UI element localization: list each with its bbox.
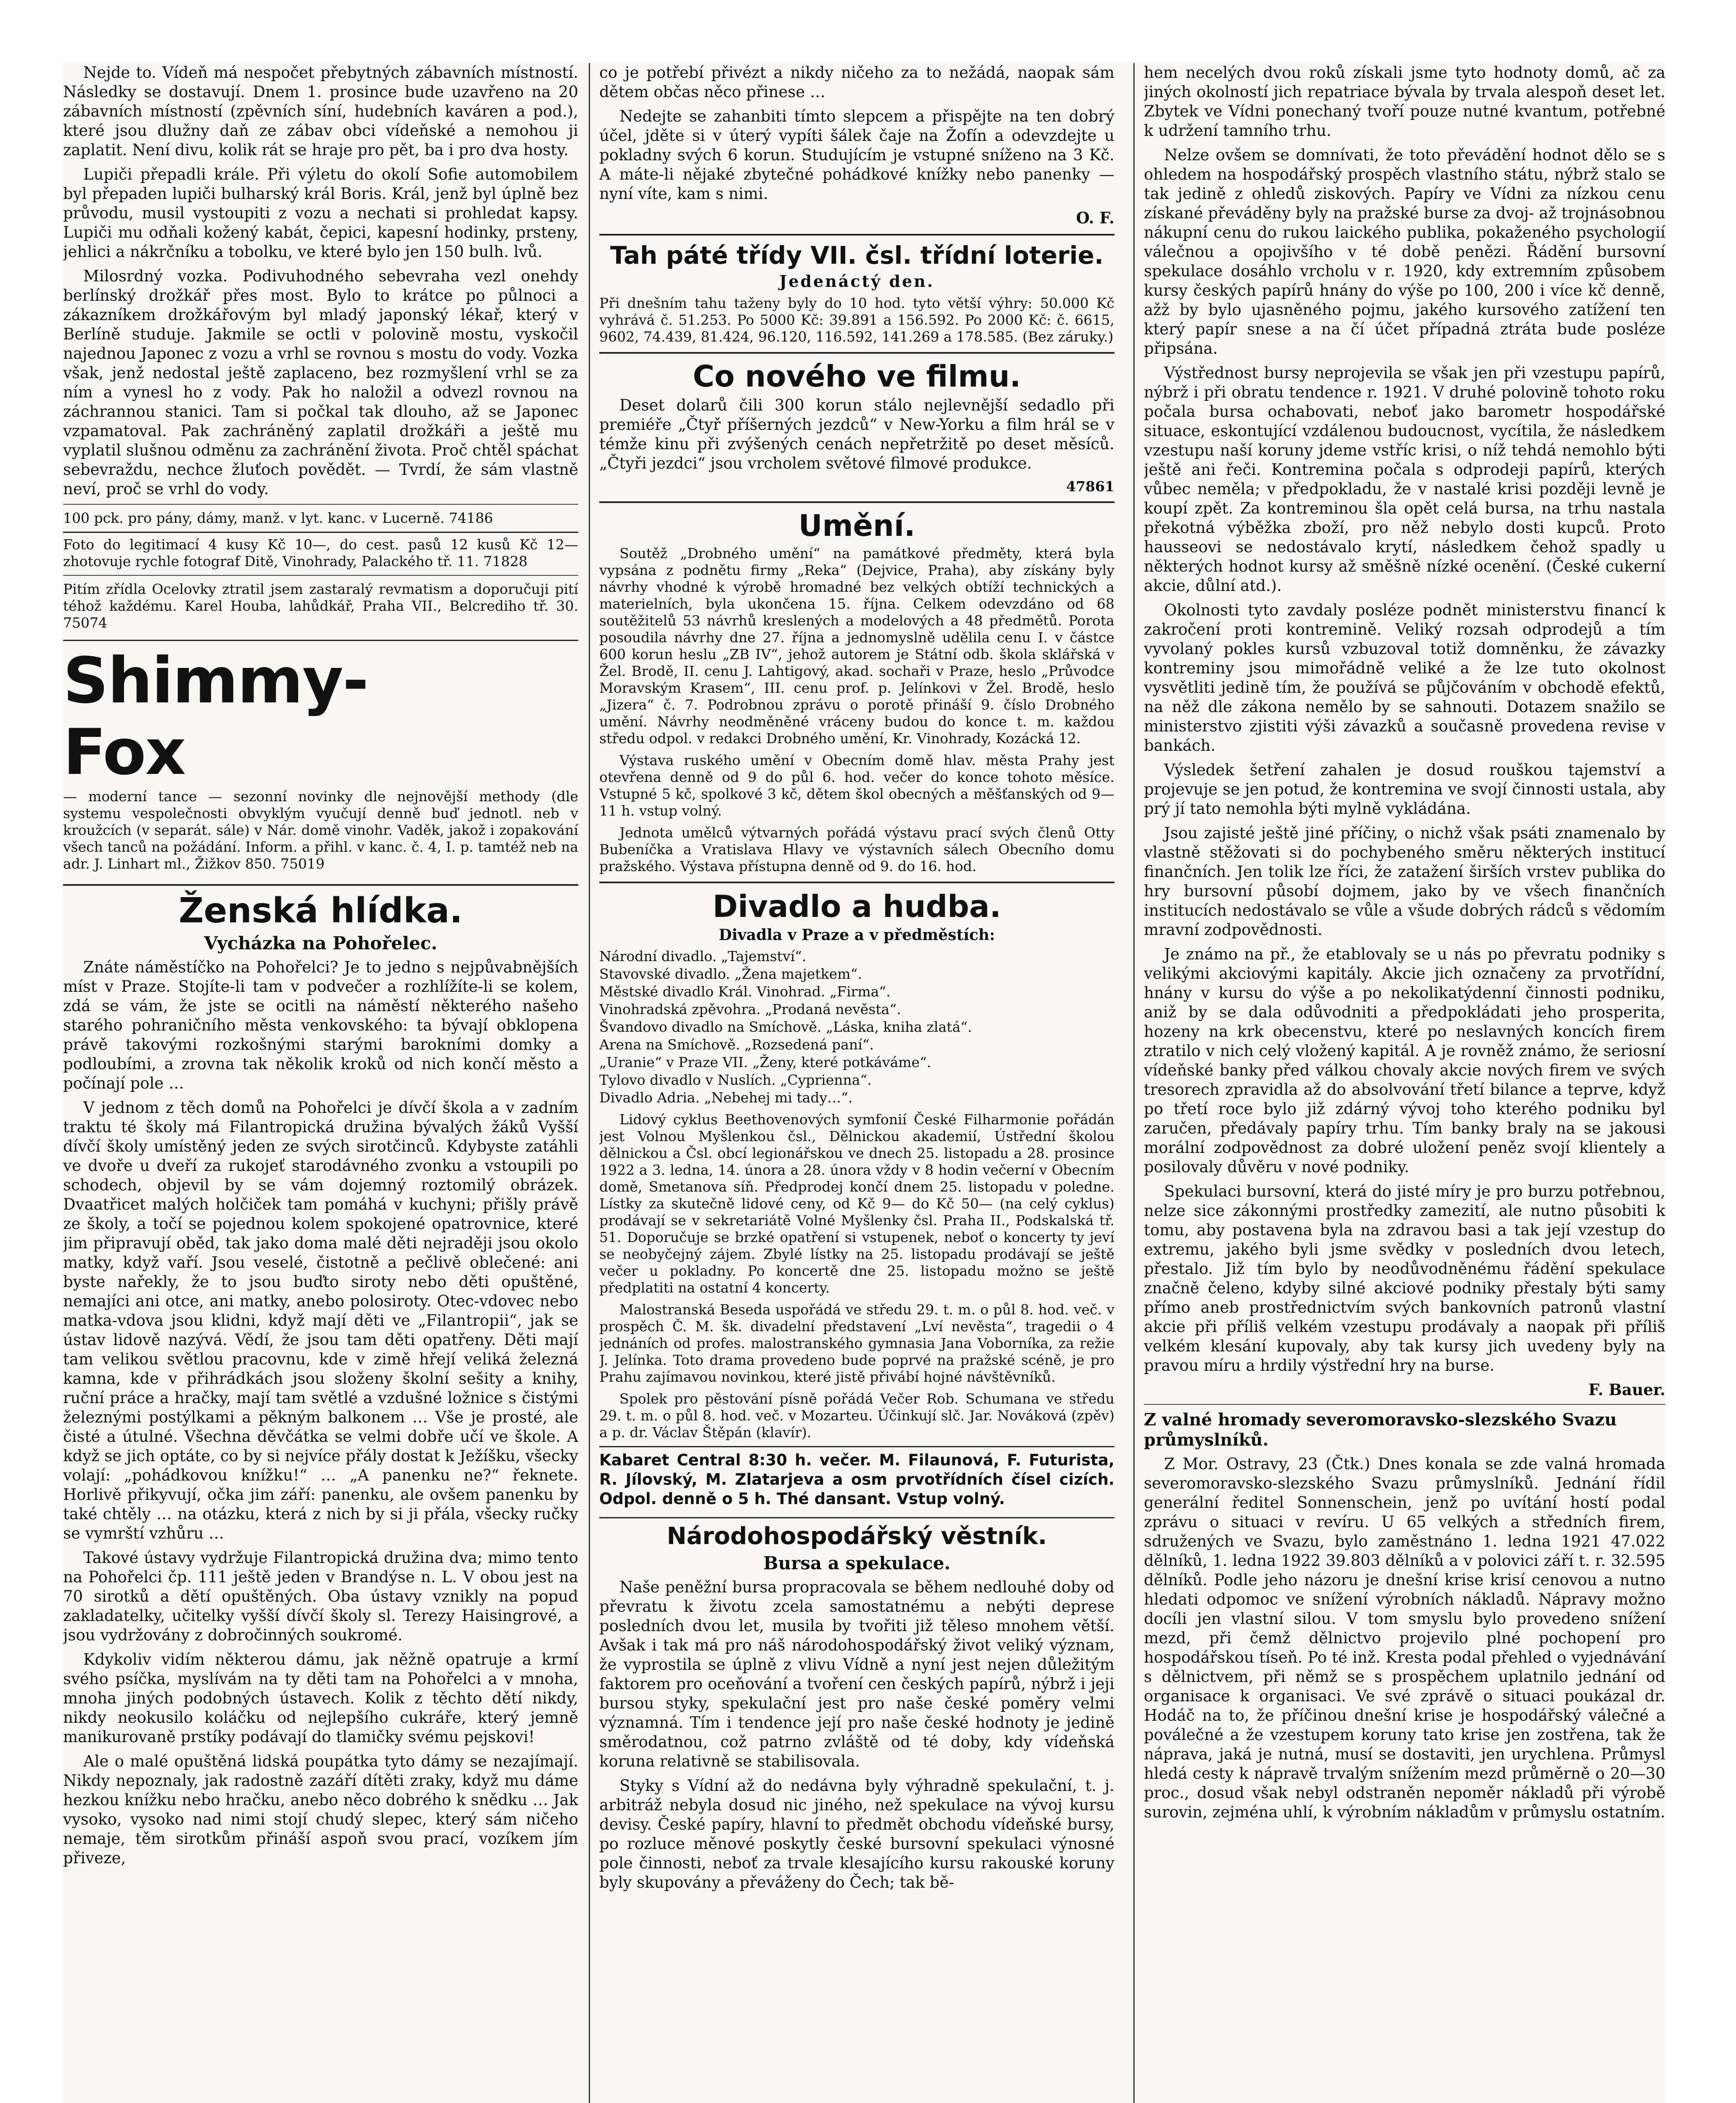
news-item-king-robbed: Lupiči přepadli krále. Při výletu do okolí Sofie automobilem byl přepaden lupiči bulharský král Boris. Král, jenž byl úplně bez průvodu, musil vystoupiti z vozu a nechati si prohledat kapsy. Lupiči mu odňali kožený kabát, čepici, kapesní hodinky, prsteny, jehlici a nákrčníku a tobolku, ve které bylo jen 150 bulh. lvů.: [63, 165, 578, 261]
news-item-coachman: Milosrdný vozka. Podivuhodného sebevraha vezl onehdy berlínský drožkář přes most. Bylo to krátce po půlnoci a zákazníkem drožkářovým byl mladý japonský lékař, který v Berlíně studuje. Jakmile se octli v polovině mostu, vyskočil najednou Japonec z vozu a vrhl se rovnou s mostu do vody. Vozka však, jenž nedostal ještě zaplaceno, bez rozmyšlení vrhl se za ním a vynesl ho z vody. Pak ho naložil a odvezl rovnou na záchrannou stanici. Tam si počkal tak dlouho, až se Japonec vzpamatoval. Pak zachráněný zaplatil drožkáři a ještě mu vyplatil slušnou odměnu za zachránění života. Proč chtěl spáchat sebevraždu, nechce žluťoch povědět. — Tvrdí, že sám vlastně neví, proč se vrhl do vody.: [63, 267, 578, 498]
section-title-art: Umění.: [798, 509, 916, 543]
divider: [599, 501, 1114, 503]
classified-ad-box: [63, 532, 578, 641]
theatre-listing: Švandovo divadlo na Smíchově. „Láska, kniha zlatá“.: [599, 1019, 972, 1035]
article-title-walk: Vycházka na Pohořelec.: [204, 933, 437, 954]
column-middle: [599, 63, 1114, 2103]
ad-reference-number: 47861: [1066, 478, 1114, 495]
article-paragraph: hem necelých dvou roků získali jsme tyto hodnoty domů, ač za jiných okolností jich repatriace bývala by trvala alespoň deset let. Zbytek ve Vídni ponechaný tvoří pouze nutné kvantum, potřebné k udržení tamního trhu.: [1144, 64, 1665, 140]
music-news: Lidový cyklus Beethovenových symfonií České Filharmonie pořádán jest Volnou Myšlenkou čsl., Dělnickou akademií, Ústřední školou dělnickou a Čsl. obcí legionářskou ve dnech 25. listopadu a 28. prosince 1922 a 3. ledna, 14. února a 28. února vždy v 8 hodin večerní v Obecním domě, Smetanova síň. Předprodej končí dnem 25. listopadu v poledne. Lístky za skutečně lidové ceny, od Kč 9— do Kč 50— (na celý cyklus) prodávají se v sekretariátě Volné Myšlenky čsl. Praha II., Podskalská tř. 51. Doporučuje se brzké opatření si vstupenek, neboť o koncerty ty jeví se neobyčejný zájem. Zbylé lístky na 25. listopadu prodávají se ještě večer u pokladny. Po koncertě dne 25. listopadu možno se ještě předplatiti na ostatní 4 koncerty.: [599, 1111, 1114, 1296]
art-news: Jednota umělců výtvarných pořádá výstavu prací svých členů Otty Bubeníčka a Vratislava Hlavy ve výstavních sálech Obecního domu pražského. Výstava přístupna denně od 9. do 16. hod.: [599, 824, 1114, 874]
music-news: Malostranská Beseda uspořádá ve středu 29. t. m. o půl 8. hod. več. v prospěch Č. M. šk. divadelní představení „Lví nevěsta“, tragedii o 4 jednáních od profes. malostranského gymnasia Jana Voborníka, za režie J. Jelínka. Toto drama provedeno bude poprvé na pražské scéně, je pro Prahu zajímavou novinkou, které jistě přivábí hojné návštěvníků.: [599, 1301, 1114, 1385]
divider: [63, 575, 578, 576]
section-title-womens: Ženská hlídka.: [179, 891, 463, 931]
article-paragraph: Výstřednost bursy neprojevila se však jen při vzestupu papírů, nýbrž i při obratu tendence r. 1921. V druhé polovině tohoto roku počala bursa ochabovati, neboť jako barometr hospodářské situace, eskontující vzdálenou budoucnost, vycítila, že následkem vzestupu naší koruny jdeme vstříc krisi, o níž tehdá nemohlo býti ještě ani řeči. Kontremina počala s odprodeji papírů, kterých vůbec neměla; v předpokladu, že v nastalé krisi později levně je koupí zpět. Za kontreminou šla opět celá bursa, na trhu nastala překotná výběžka zboží, pro něž nebylo dosti kupců. Proto hausseovi se nedostávalo krytí, následkem čehož spadly u některých hodnot kursy až směšně nízké ocenění. (České cukerní akcie, důlní atd.).: [1144, 364, 1665, 595]
dance-ad-text: — moderní tance — sezonní novinky dle nejnovější methody (dle systemu vespolečnosti obvyklým vyučují denně buď jednotl. neb v kroužcích (v separát. sále) v Nár. domě vinohr. Vaděk, jakož i zopakování všech tanců na požádání. Inform. a přihl. v kanc. č. 4, I. p. tamtéž neb na adr. J. Linhart ml., Žižkov 850. 75019: [63, 788, 578, 872]
film-news: Deset dolarů čili 300 korun stálo nejlevnější sedadlo při premiéře „Čtyř příšerných jezdců“ v New-Yorku a film hrál se v témže kinu při zvýšených cenách nepřetržitě po deset měsíců. „Čtyři jezdci“ jsou vrcholem světové filmové produkce.: [599, 396, 1114, 472]
article-paragraph: co je potřebí přivézt a nikdy ničeho za to nežádá, naopak sám dětem občas něco přinese …: [599, 64, 1114, 101]
theatre-listing: Tylovo divadlo v Nuslích. „Cyprienna“.: [599, 1072, 872, 1088]
divider: [599, 882, 1114, 883]
article-signature: O. F.: [1076, 209, 1114, 227]
classified-ad-photo: Foto do legitimací 4 kusy Kč 10—, do cest. pasů 12 kusů Kč 12— zhotovuje rychle fotograf Ditě, Vinohrady, Palackého tř. 11. 71828: [63, 536, 578, 569]
column-rule: [589, 63, 590, 2103]
article-paragraph: Naše peněžní bursa propracovala se během nedlouhé doby od převratu k životu zcela samostatnému a nebýti deprese posledních dvou let, musila by tvořiti již těleso mnohem větší. Avšak i tak má pro náš národohospodářský život veliký význam, že vyprostila se úplně z vlivu Vídně a nyní jest nejen důležitým faktorem pro oceňování a tvoření cen českých papírů, nýbrž i jeji bursou styky, spekulační jest pro naše české poměry velmi významná. Tím i tendence její pro naše české hodnoty je jedině směrodatnou, což patrno zvláště od té doby, kdy vídeňská koruna relativně se stabilisovala.: [599, 1578, 1114, 1770]
article-title-industry: Z valné hromady severomoravsko-slezského Svazu průmyslníků.: [1144, 1410, 1617, 1450]
article-paragraph: Je známo na př., že etablovaly se u nás po převratu podniky s velikými akciovými kapitály. Akcie jich označeny za prvotřídní, hnány v kursu do výše a po nekolikatýdenní činnosti podniku, aniž by se dala odůvodniti a předpokládati jeho prosperita, hozeny na krk obecenstvu, které po neslavných koncích firem ztratilo v nich celý vložený kapitál. A je rovněž známo, že seriosní vídeňské banky před válkou chovaly akcie nových firem ve svých tresorech zpravidla až do absolvování třetí bilance a teprve, když po třetí roce bylo již zdárný vývoj toho kterého podniku byl zaručen, předávaly papíry trhu. Tím banky braly na se jakousi morální zodpovědnost za dobré uložení peněz svojí klientely a posilovaly důvěru v nové podniky.: [1144, 945, 1665, 1176]
art-news: Výstava ruského umění v Obecním domě hlav. města Prahy jest otevřena denně od 9 do půl 6. hod. večer do konce tohoto měsíce. Vstupné 5 kč, spolkové 3 kč, dětem škol obecných a měšťanských od 9—11 h. vstup volný.: [599, 752, 1114, 819]
article-paragraph: Styky s Vídní až do nedávna byly výhradně spekulační, t. j. arbitráž nebyla dosud nic jiného, než spekulace na vývoj kursu devisy. České papíry, hlavní to předmět obchodu vídeňské bursy, po rozluce měnové poskytly české bursovní spekulaci výnosné pole činnosti, neboť za trvale klesajícího kursu rakouské koruny byly skupovány a převáženy do Čech; tak bě-: [599, 1777, 1114, 1891]
theatre-subtitle: Divadla v Praze a v předměstích:: [718, 926, 995, 944]
lottery-results: Při dnešním tahu taženy byly do 10 hod. tyto větší výhry: 50.000 Kč vyhrává č. 51.253. Po 5000 Kč: 39.891 a 156.592. Po 2000 Kč: č. 6615, 9602, 74.439, 81.424, 96.120, 116.592, 141.269 a 178.585. (Bez záruky.): [599, 295, 1114, 345]
article-paragraph: Znáte náměstíčko na Pohořelci? Je to jedno s nejpůvabnějších míst v Praze. Stojíte-li tam v podvečer a rozhlížíte-li se kolem, zdá se vám, že jste se ocitli na náměstí některého našeho starého pohraničního města venkovského: ta bývají obklopena právě takovými rozkošnými starými barokními domky a podloubími, a zrovna tak několik kroků od nich končí město a počínají pole …: [63, 958, 578, 1092]
theatre-listing: Divadlo Adria. „Nebehej mi tady…“.: [599, 1089, 853, 1106]
article-paragraph: Nelze ovšem se domnívati, že toto převádění hodnot dělo se s ohledem na hospodářský prospěch vlastního státu, nýbrž stalo se tak jedině z ohledů ziskových. Papíry ve Vídni za nízkou cenu získané převáděny byly na pražské burse za dvoj- až trojnásobnou nákupní cenu do rukou laického publika, pokaženého psychologií válečnou a opojivšího v té době penězi. Řádění bursovní spekulace dosáhlo vrcholu v r. 1920, kdy extremním způsobem kursy českých papírů hnány do výše po 100, 200 i více kč denně, ažž by bylo ujasněného pojmu, jakého kursového zatížení ten který papír snese a na čí účet případná ztráta bude posléze připsána.: [1144, 146, 1665, 358]
divider: [599, 234, 1114, 236]
art-news: Soutěž „Drobného umění“ na památkové předměty, která byla vypsána z podnětu firmy „Reka“ (Dejvice, Praha), aby získány byly návrhy vhodné k výrobě hromadné bez velkých obtíží technických a materielních, byla ukončena 15. října. Celkem odevzdáno od 68 soutěžitelů 53 návrhů kreslených a modelových a 48 předmětů. Porota posoudila návrhy dne 27. října a jednomyslně udělila cenu I. v částce 600 korun heslu „ZB IV“, jehož autorem je Státní odb. škola sklářská v Žel. Brodě, II. cenu J. Lahtigový, akad. sochaři v Praze, heslo „Průvodce Moravským Krasem“, III. cenu prof. p. Jelínkovi v Žel. Brodě, heslo „Jizera“ č. 7. Podrobnou zprávu o porotě přináší 9. číslo Drobného umění. Návrhy neodměněné vráceny budou do konce t. m. každou středu odpol. v redakci Drobného umění, Kr. Vinohrady, Kozácká 12.: [599, 545, 1114, 747]
section-title-economy: Národohospodářský věstník.: [667, 1523, 1047, 1550]
article-paragraph: Takové ústavy vydržuje Filantropická družina dva; mimo tento na Pohořelci čp. 111 ještě jeden v Brandýse n. L. V obou jest na 70 sirotků a dětí opuštěných. Oba ústavy vznikly na popud zakladatelky, učitelky vyšší dívčí školy sl. Terezy Haisingrové, a jsou vydržovány z dobročinných soukromé.: [63, 1549, 578, 1644]
theatre-listing: Vinohradská zpěvohra. „Prodaná nevěsta“.: [599, 1001, 901, 1017]
column-left: [63, 63, 578, 2103]
lottery-title: Tah páté třídy VII. čsl. třídní loterie.: [610, 241, 1104, 270]
theatre-listing: Arena na Smíchově. „Rozsedená paní“.: [599, 1036, 874, 1053]
article-paragraph: Okolnosti tyto zavdaly posléze podnět ministerstvu financí k zakročení proti kontremině. Veliký rozsah odprodejů a tím vyvolaný pokles kursů vzbuzoval totiž domněnku, že závazky kontreminy jsou mimořádně veliké a že lze tuto okolnost vysvětliti jedině tím, že používá se půjčováním v obchodě efektů, na něž dle zákona nemělo by se sahnouti. Dotazem snažilo se ministerstvo zjistiti výši závazků a současně provedena revise v bankách.: [1144, 601, 1665, 755]
news-item-vienna: Nejde to. Vídeň má nespočet přebytných zábavních místností. Následky se dostavují. Dnem 1. prosince bude uzavřeno na 20 zábavních místností (zpěvních síní, hudebních kaváren a pod.), které jsou dlužny daň ze zábav obci vídeňské a nemohou ji zaplatit. Není divu, kolik rát se hraje pro pět, ba i pro dva hosty.: [63, 64, 578, 159]
divider: [63, 504, 578, 505]
article-paragraph: V jednom z těch domů na Pohořelci je dívčí škola a v zadním traktu té školy má Filantropická družina bývalých žáků Vyšší dívčí školy umístěný jeden ze svých sirotčinců. Kdybyste zatáhli ve dvoře u dveří za rukojeť starodávného zvonku a vstoupili po schodech, objevil by se vám dojemný roztomilý obrázek. Dvaatřicet malých holčiček tam pomáhá v kuchyni; přišly právě ze školy, a točí se pojednou kolem spokojené opatrovnice, které jim připravují oběd, tak jako doma malé děti nejraději jsou okolo matky, když vaří. Jsou veselé, čistotně a pečlivě oblečené: ani byste nařekly, že to jsou buďto siroty nebo děti opuštěné, nemajíci ani otce, ani matky, anebo polosiroty. Otec-vdovec nebo matka-vdova jsou klidni, když mají děti ve „Filantropii“, jak se ústav lidově nazývá. Vědí, že jsou tam děti opatřeny. Děti mají tam velikou světlou pracovnu, kde v zimě hřejí veliká železná kamna, kde v přihrádkách jsou složeny školní sešity a knihy, ruční práce a hračky, mají tam světlé a vzdušné ložnice s čistými železnými postýlkami a pěkným balkonem … Vše je prosté, ale čisté a útulné. Všechna děvčátka se velmi dobře učí ve škole. A když se jich optáte, co by si nejvíce přály dostat k Ježíšku, všecky volají: „pohádkovou knížku!“ … „A panenku ne?“ řeknete. Horlivě přikyvují, očka jim září: panenku, ale ovšem panenku by také chtěly … na otázku, která z nich by si ji přála, všecky ručky se vymrští vzhůru …: [63, 1099, 578, 1542]
theatre-listing: Národní divadlo. „Tajemství“.: [599, 948, 807, 964]
column-right: [1144, 63, 1665, 2103]
article-title-bursa: Bursa a spekulace.: [763, 1553, 950, 1573]
classified-ad: 100 pck. pro pány, dámy, manž. v lyt. kanc. v Lucerně. 74186: [63, 510, 493, 526]
dance-ad-title: Shimmy-Fox: [63, 645, 368, 789]
classified-ad-spring: Pitím zřídla Ocelovky ztratil jsem zastaralý revmatism a doporučuji pití téhož každému. Karel Houba, lahůdkář, Praha VII., Belcrediho tř. 30. 75074: [63, 581, 578, 631]
theatre-listing: Městské divadlo Král. Vinohrad. „Firma“.: [599, 983, 891, 1000]
cabaret-ad: [599, 1446, 1114, 1518]
article-paragraph: Nedejte se zahanbiti tímto slepcem a přispějte na ten dobrý účel, jděte si v úterý vypíti šálek čaje na Žofín a odevzdejte u pokladny svých 6 korun. Studujícím je vstupné sníženo na 3 Kč. A máte-li nějaké zbytečné pohádkové knížky nebo panenky — nyní víte, kam s nimi.: [599, 107, 1114, 203]
article-paragraph: Ale o malé opuštěná lidská poupátka tyto dámy se nezajímají. Nikdy nepoznaly, jak radostně zazáří dítěti zraky, když mu dáme hezkou knížku nebo hračku, anebo něco dobrého k snědku … Jak vysoko, vysoko nad nimi stojí chudý slepec, který sám ničeho nemaje, těm sirotkům přináší aspoň svou prací, vozíkem jím přiveze,: [63, 1752, 578, 1867]
theatre-listing: „Uranie“ v Praze VII. „Ženy, které potkáváme“.: [599, 1054, 932, 1070]
divider: [1144, 1404, 1665, 1405]
lottery-day: Jedenáctý den.: [779, 272, 934, 291]
article-paragraph: Výsledek šetření zahalen je dosud rouškou tajemství a projevuje se jen potud, že kontremina ve svojí činnosti ustala, aby prý jí tato nemohla býti mylně vykládána.: [1144, 761, 1665, 818]
article-paragraph: Kdykoliv vidím některou dámu, jak něžně opatruje a krmí svého psíčka, myslívám na ty děti tam na Pohořelci a v mnoha, mnoha jiných podobných ústavech. Kolik z těchto dětí nikdy, nikdy neokusilo koláčku od nejlepšího cukráře, který jemně manikurovaně prstíky podávají do tlamičky svému pejskovi!: [63, 1650, 578, 1746]
article-signature: F. Bauer.: [1588, 1380, 1665, 1399]
newspaper-page: [63, 63, 1665, 2103]
section-title-film: Co nového ve filmu.: [693, 359, 1021, 394]
divider: [599, 352, 1114, 354]
column-rule: [1133, 63, 1135, 2103]
cabaret-ad-text: Kabaret Central 8:30 h. večer. M. Filaunová, F. Futurista, R. Jílovský, M. Zlatarjeva a osm prvotřídních čísel cizích. Odpol. denně o 5 h. Thé dansant. Vstup volný.: [599, 1451, 1114, 1508]
music-news: Spolek pro pěstování písně pořádá Večer Rob. Schumana ve středu 29. t. m. o půl 8. hod. več. v Mozarteu. Účinkují slč. Jar. Nováková (zpěv) a p. dr. Václav Štěpán (klavír).: [599, 1391, 1114, 1441]
article-paragraph: Z Mor. Ostravy, 23 (Čtk.) Dnes konala se zde valná hromada severomoravsko-slezského Svazu průmyslníků. Jednání řídil generální ředitel Sonnenschein, jenž po uvítání hostí podal zprávu o situaci v revíru. U 65 velkých a středních firem, sdružených ve Svazu, bylo zaměstnáno 1. ledna 1921 47.022 dělníků, 1. ledna 1922 39.803 dělníků a v polovici září t. r. 32.595 dělníků. Podle jeho názoru je dnešní krise krisí cenovou a nutno hledati odpomoc ve snížení výrobních nákladů. Nápravy možno docíli jen vlastní silou. V tom smyslu bylo provedeno snížení mezd, při čemž dělnictvo projevilo plné pochopení pro hospodářskou tíseň. Po té inž. Kresta podal přehled o vyjednávání s dělnictvem, při němž se s prospěchem uplatnilo jednání od organisace k organisaci. Ve své zprávě o situaci poukázal dr. Hodáč na to, že příčinou dnešní krise je hospodářský válečné a poválečné a že vzestupem koruny tato krise jen zostřena, tak že náprava, jaká je nutná, musí se dostaviti, jen urychlena. Průmysl hledá cesty k nápravě trvalým snížením mezd průměrně o 20—30 proc., dosud však nebyl odstraněn nepoměr nákladů při výrobě surovin, zejména uhlí, k výrobním nákladům v průmyslu ostatním.: [1144, 1455, 1665, 1821]
section-title-theatre: Divadlo a hudba.: [712, 889, 1001, 924]
article-paragraph: Spekulaci bursovní, která do jisté míry je pro burzu potřebnou, nelze sice zákonnými prostředky zamezití, ale nutno působiti k tomu, aby postavena byla na zdravou basi a tak její vzestup do extremu, jakého byli jsme svědky v posledních dvou letech, přestalo. Již tím bylo by neodůvodněnému řádění spekulace značně čeleno, kdyby silné akciové podniky přestaly býti samy přímo aneb prostřednictvím svých bankovních patronů vlastní akcie při příliš velkém vzestupu prodávaly a naopak při příliš velkém klesání kupovaly, aby tak kursy jich uvedeny byly na pravou míru a hrdily výstřední hry na burse.: [1144, 1182, 1665, 1375]
divider: [63, 884, 578, 886]
theatre-listing: Stavovské divadlo. „Žena majetkem“.: [599, 966, 862, 982]
article-paragraph: Jsou zajisté ještě jiné příčiny, o nichž však psáti znamenalo by vlastně stěžovati si do pochybeného směru některých institucí finančních. Jen tolik lze říci, že zatažení širších vrstev publika do hry bursovní působí dojmem, jako by ve všech finančních institucích nedostávalo se vůle a všude dobrých rádců s vědomím mravní zodpovědnosti.: [1144, 824, 1665, 939]
dance-ad: [63, 645, 578, 877]
